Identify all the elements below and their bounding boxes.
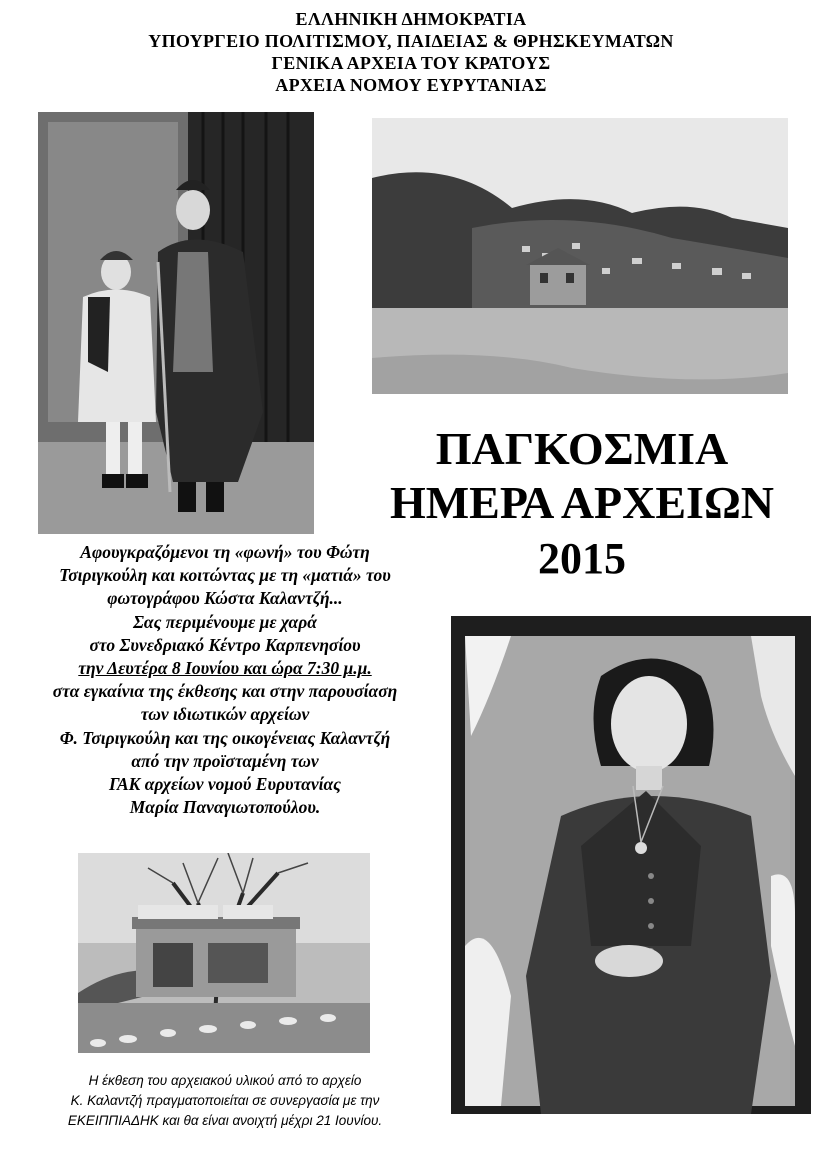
invitation-line: Μαρία Παναγιωτοπούλου.: [129, 797, 321, 818]
header-line-general-archives: ΓΕΝΙΚΑ ΑΡΧΕΙΑ ΤΟΥ ΚΡΑΤΟΥΣ: [271, 53, 551, 73]
title-year: 2015: [538, 534, 626, 583]
invitation-line: Φ. Τσιριγκούλη και της οικογένειας Καλαντζή: [59, 727, 391, 748]
photo-village-landscape: [372, 118, 788, 394]
header-line-ministry: ΥΠΟΥΡΓΕΙΟ ΠΟΛΙΤΙΣΜΟΥ, ΠΑΙΔΕΙΑΣ & ΘΡΗΣΚΕΥΜΑΤΩΝ: [148, 31, 674, 51]
invitation-line: στο Συνεδριακό Κέντρο Καρπενησίου: [89, 634, 361, 655]
photo-kiosk-building: [78, 853, 370, 1053]
title-archives-day: ΗΜΕΡΑ ΑΡΧΕΙΩΝ: [389, 477, 775, 528]
invitation-line: Τσιριγκούλη και κοιτώντας με τη «ματιά» του: [59, 565, 391, 586]
invitation-line: από την προϊσταμένη των: [131, 750, 319, 771]
header: [0, 8, 822, 96]
invitation-line: στα εγκαίνια της έκθεσης και στην παρουσίαση: [52, 681, 398, 702]
invitation-date-time: την Δευτέρα 8 Ιουνίου και ώρα 7:30 μ.μ.: [78, 658, 372, 679]
header-line-evrytania-archives: ΑΡΧΕΙΑ ΝΟΜΟΥ ΕΥΡΥΤΑΝΙΑΣ: [275, 75, 547, 95]
invitation-line: φωτογράφου Κώστα Καλαντζή...: [107, 588, 343, 609]
title-world-day: ΠΑΓΚΟΣΜΙΑ: [435, 423, 729, 474]
photo-children-traditional-costume: [38, 112, 314, 534]
invitation-line: των ιδιωτικών αρχείων: [140, 704, 310, 725]
footer-line: Κ. Καλαντζή πραγματοποιείται σε συνεργασία με την: [70, 1093, 380, 1108]
invitation-line: Αφουγκραζόμενοι τη «φωνή» του Φώτη: [80, 542, 370, 562]
invitation-line: ΓΑΚ αρχείων νομού Ευρυτανίας: [109, 774, 341, 795]
footer-line: Η έκθεση του αρχειακού υλικού από το αρχείο: [88, 1073, 362, 1088]
photo-woman-portrait: [451, 616, 811, 1114]
footer-note: [0, 1071, 450, 1131]
footer-line: ΕΚΕΙΠΠΙΑΔΗΚ και θα είναι ανοιχτή μέχρι 21 Ιουνίου.: [67, 1113, 383, 1128]
invitation-line: Σας περιμένουμε με χαρά: [133, 611, 317, 632]
header-line-republic: ΕΛΛΗΝΙΚΗ ΔΗΜΟΚΡΑΤΙΑ: [295, 9, 527, 29]
invitation-text: [10, 541, 440, 819]
